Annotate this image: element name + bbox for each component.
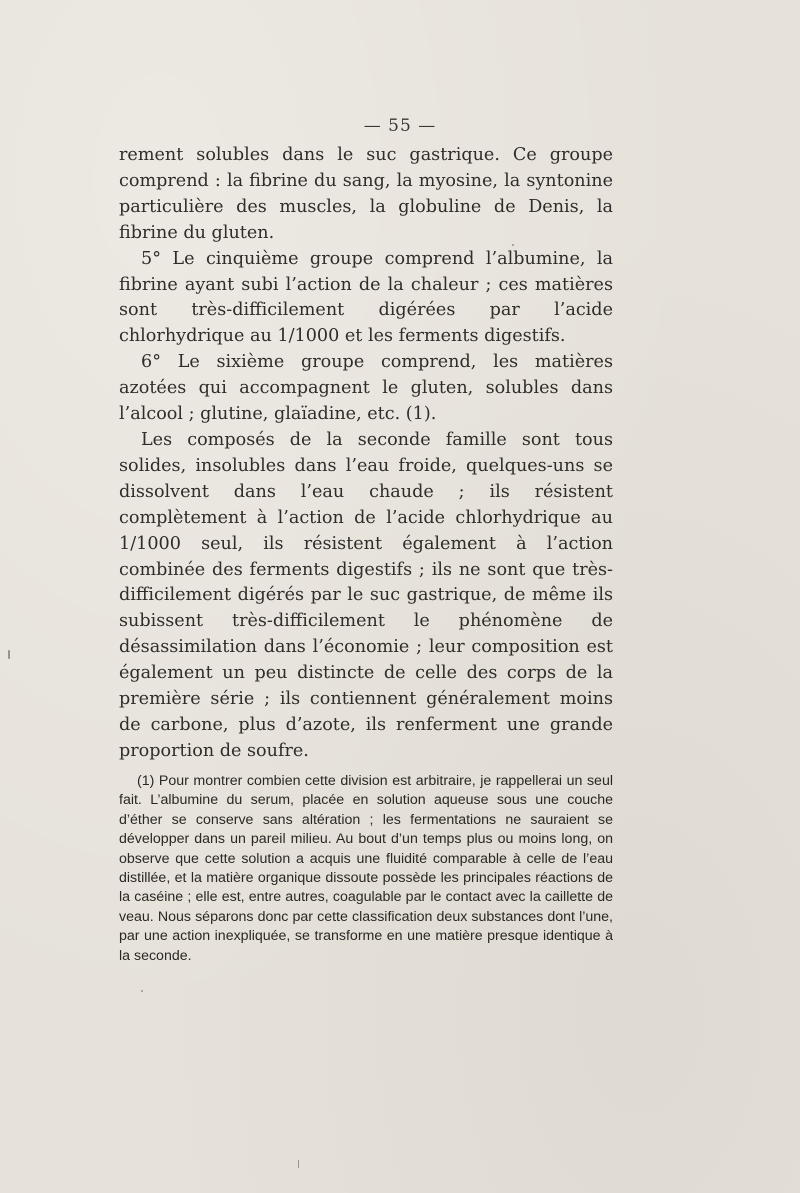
page-number: — 55 — [363, 116, 437, 136]
paper-speck [512, 244, 514, 246]
paragraph-fifth-group: 5° Le cinquième groupe comprend l’albumine, la fibrine ayant subi l’action de la chaleur ; ces matières sont très-difficilement digérées par l’acide chlorhydrique au 1/1000 et les ferments digestifs. [119, 248, 613, 347]
paper-speck [8, 650, 10, 659]
footnotes [119, 772, 613, 966]
paper-speck [141, 990, 143, 992]
body-text [119, 143, 613, 765]
paragraph-second-family: Les composés de la seconde famille sont tous solides, insolubles dans l’eau froide, quelques-uns se dissolvent dans l’eau chaude ; ils résistent complètement à l’action de l’acide chlorhydrique au 1/1000 seul, ils résistent également à l’action combinée des ferments digestifs ; ils ne sont que très-difficilement digérés par le suc gastrique, de même ils subissent très-difficilement le phénomène de désassimilation dans l’économie ; leur composition est également un peu distincte de celle des corps de la première série ; ils contiennent généralement moins de carbone, plus d’azote, ils renferment une grande proportion de soufre. [119, 429, 613, 761]
paragraph-sixth-group: 6° Le sixième groupe comprend, les matières azotées qui accompagnent le gluten, solubles dans l’alcool ; glutine, glaïadine, etc. (1). [119, 352, 613, 425]
paragraph-continuation: rement solubles dans le suc gastrique. Ce groupe comprend : la fibrine du sang, la myosine, la syntonine particulière des muscles, la globuline de Denis, la fibrine du gluten. [119, 145, 613, 243]
paper-speck [298, 1160, 299, 1168]
footnote-1: (1) Pour montrer combien cette division est arbitraire, je rappellerai un seul fait. L’albumine du serum, placée en solution aqueuse sous une couche d’éther se conserve sans altération ; les fermentations ne sauraient se développer dans un pareil milieu. Au bout d’un temps plus ou moins long, on observe que cette solution a acquis une fluidité comparable à celle de l’eau distillée, et la matière organique dissoute possède les principales réactions de la caséine ; elle est, entre autres, coagulable par le contact avec la caillette de veau. Nous séparons donc par cette classification deux substances dont l’une, par une action inexpliquée, se transforme en une matière presque identique à la seconde. [119, 773, 613, 964]
